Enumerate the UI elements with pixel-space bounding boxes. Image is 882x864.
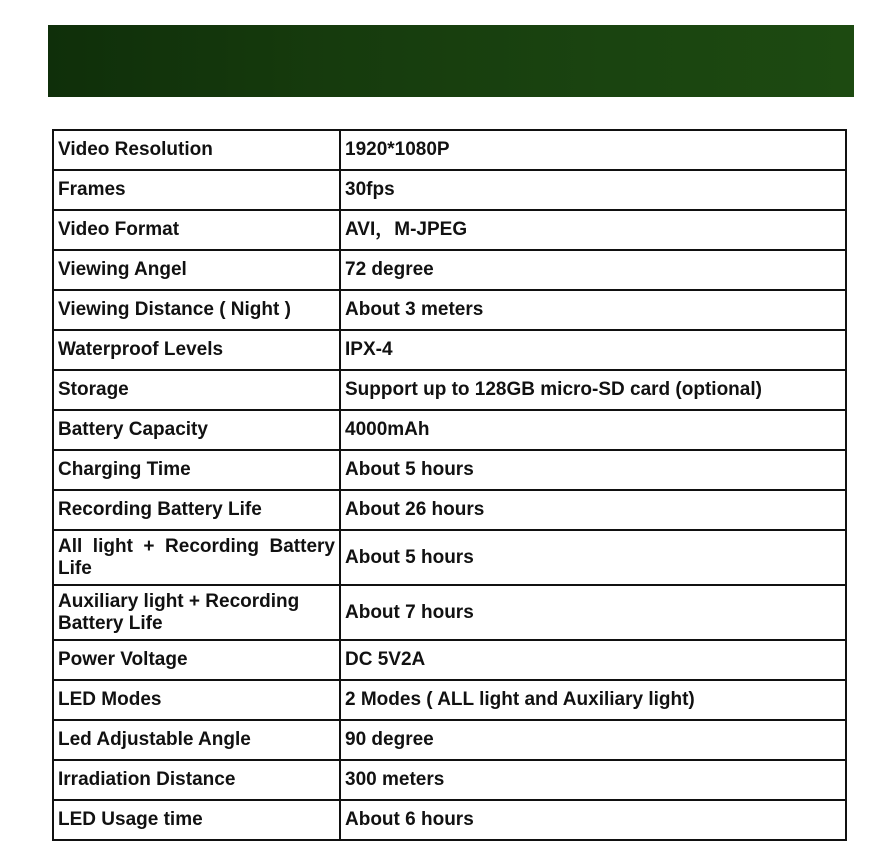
spec-label: Irradiation Distance [53, 760, 340, 800]
spec-row-storage [53, 370, 846, 410]
spec-label: Waterproof Levels [53, 330, 340, 370]
spec-label: All light + Recording Battery Life [53, 530, 340, 585]
spec-value: About 26 hours [340, 490, 846, 530]
spec-row-frames [53, 170, 846, 210]
spec-value: About 5 hours [340, 530, 846, 585]
spec-label: Led Adjustable Angle [53, 720, 340, 760]
spec-row-video-format [53, 210, 846, 250]
spec-row-viewing-distance [53, 290, 846, 330]
spec-value: 72 degree [340, 250, 846, 290]
spec-value: 300 meters [340, 760, 846, 800]
spec-row-viewing-angle [53, 250, 846, 290]
spec-value: About 5 hours [340, 450, 846, 490]
spec-label: Storage [53, 370, 340, 410]
spec-row-recording-battery-life [53, 490, 846, 530]
spec-value: IPX-4 [340, 330, 846, 370]
spec-value: 30fps [340, 170, 846, 210]
spec-table [52, 129, 847, 841]
spec-label: Recording Battery Life [53, 490, 340, 530]
spec-row-video-resolution [53, 130, 846, 170]
spec-label: LED Modes [53, 680, 340, 720]
spec-label: Viewing Distance ( Night ) [53, 290, 340, 330]
spec-value: Support up to 128GB micro-SD card (optional) [340, 370, 846, 410]
spec-value: DC 5V2A [340, 640, 846, 680]
spec-row-charging-time [53, 450, 846, 490]
spec-row-irradiation-distance [53, 760, 846, 800]
spec-label: Power Voltage [53, 640, 340, 680]
spec-value: About 3 meters [340, 290, 846, 330]
spec-label: Video Format [53, 210, 340, 250]
spec-row-power-voltage [53, 640, 846, 680]
spec-value: 2 Modes ( ALL light and Auxiliary light) [340, 680, 846, 720]
spec-label: LED Usage time [53, 800, 340, 840]
spec-label: Battery Capacity [53, 410, 340, 450]
spec-value: About 7 hours [340, 585, 846, 640]
spec-row-led-modes [53, 680, 846, 720]
header-banner [48, 25, 854, 97]
spec-label: Charging Time [53, 450, 340, 490]
spec-label: Viewing Angel [53, 250, 340, 290]
spec-value: AVI，M-JPEG [340, 210, 846, 250]
spec-row-auxiliary-light-battery-life [53, 585, 846, 640]
spec-value: 90 degree [340, 720, 846, 760]
spec-row-battery-capacity [53, 410, 846, 450]
spec-label: Video Resolution [53, 130, 340, 170]
spec-value: About 6 hours [340, 800, 846, 840]
spec-label: Frames [53, 170, 340, 210]
spec-value: 1920*1080P [340, 130, 846, 170]
spec-row-waterproof [53, 330, 846, 370]
spec-row-led-adjustable-angle [53, 720, 846, 760]
spec-value: 4000mAh [340, 410, 846, 450]
spec-row-all-light-battery-life [53, 530, 846, 585]
spec-label: Auxiliary light + Recording Battery Life [53, 585, 340, 640]
spec-row-led-usage-time [53, 800, 846, 840]
